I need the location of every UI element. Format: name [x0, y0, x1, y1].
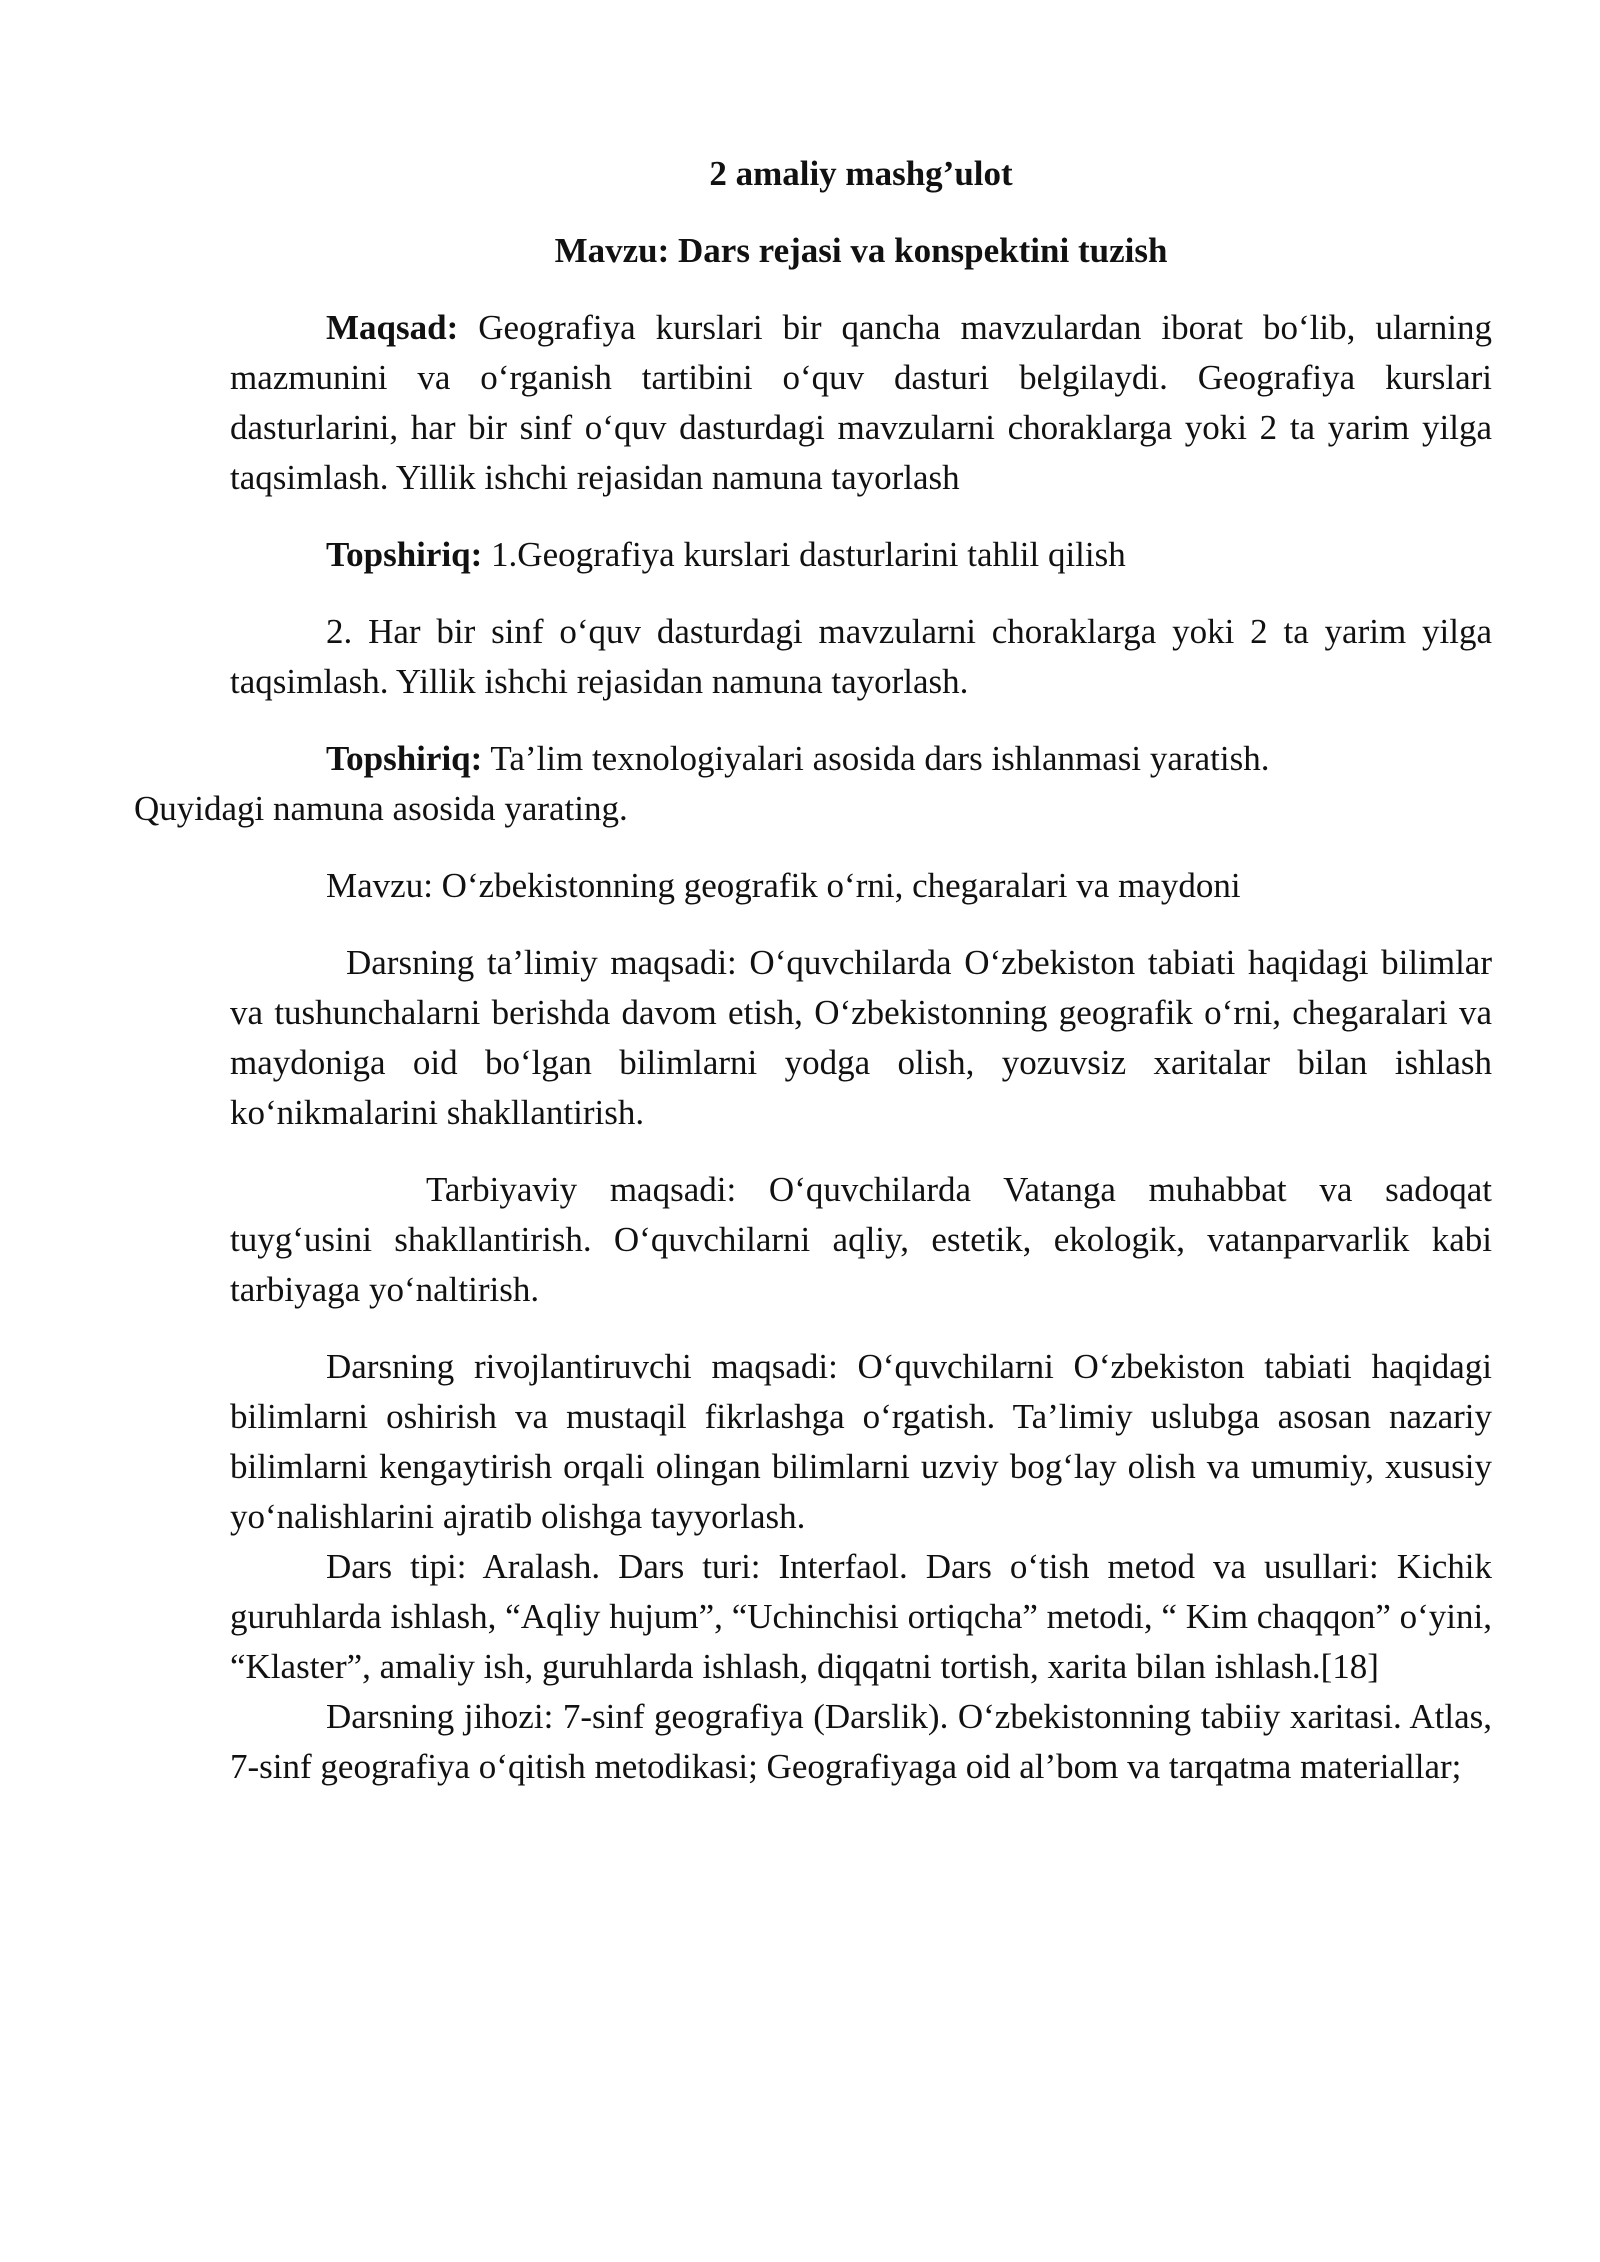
document-subtitle: Mavzu: Dars rejasi va konspektini tuzish [554, 231, 1168, 270]
topshiriq-2-line2: Quyidagi namuna asosida yarating. [134, 789, 628, 828]
topshiriq-1-label: Topshiriq: [326, 535, 483, 574]
topshiriq-2-paragraph [134, 734, 1492, 834]
mavzu-paragraph: Mavzu: O‘zbekistonning geografik o‘rni, chegaralari va maydoni [326, 866, 1241, 905]
darsning-jihozi-paragraph: Darsning jihozi: 7-sinf geografiya (Darslik). O‘zbekistonning tabiiy xaritasi. Atlas, 7-sinf geografiya o‘qitish metodikasi; Geografiyaga oid al’bom va tarqatma materiallar; [230, 1697, 1492, 1786]
topshiriq-2-label: Topshiriq: [326, 739, 483, 778]
document-title: 2 amaliy mashg’ulot [709, 154, 1013, 193]
topshiriq-1-paragraph [230, 530, 1492, 580]
tarbiyaviy-maqsad-paragraph: Tarbiyaviy maqsadi: O‘quvchilarda Vatanga muhabbat va sadoqat tuyg‘usini shakllantirish. O‘quvchilarni aqliy, estetik, ekologik, vatanparvarlik kabi tarbiyaga yo‘naltirish. [230, 1170, 1492, 1309]
maqsad-text: Geografiya kurslari bir qancha mavzulardan iborat bo‘lib, ularning mazmunini va o‘rganish tartibini o‘quv dasturi belgilaydi. Geografiya kurslari dasturlarini, har bir sinf o‘quv dasturdagi mavzularni choraklarga yoki 2 ta yarim yilga taqsimlash. Yillik ishchi rejasidan namuna tayorlash [230, 308, 1492, 497]
maqsad-label: Maqsad: [326, 308, 459, 347]
rivojlantiruvchi-maqsad-paragraph: Darsning rivojlantiruvchi maqsadi: O‘quvchilarni O‘zbekiston tabiati haqidagi bilimlarni oshirish va mustaqil fikrlashga o‘rgatish. Ta’limiy uslubga asosan nazariy bilimlarni kengaytirish orqali olingan bilimlarni uzviy bog‘lay olish va umumiy, xususiy yo‘nalishlarini ajratib olishga tayyorlash. [230, 1347, 1492, 1536]
talimiy-maqsad-paragraph: Darsning ta’limiy maqsadi: O‘quvchilarda O‘zbekiston tabiati haqidagi bilimlar va tushunchalarni berishda davom etish, O‘zbekistonning geografik o‘rni, chegaralari va maydoniga oid bo‘lgan bilimlarni yodga olish, yozuvsiz xaritalar bilan ishlash ko‘nikmalarini shakllantirish. [230, 943, 1492, 1132]
maqsad-paragraph [230, 303, 1492, 503]
topshiriq-1-text: 1.Geografiya kurslari dasturlarini tahlil qilish [482, 535, 1126, 574]
document-content [134, 149, 1492, 1792]
dars-tipi-paragraph: Dars tipi: Aralash. Dars turi: Interfaol. Dars o‘tish metod va usullari: Kichik guruhlarda ishlash, “Aqliy hujum”, “Uchinchisi ortiqcha” metodi, “ Kim chaqqon” o‘yini, “Klaster”, amaliy ish, guruhlarda ishlash, diqqatni tortish, xarita bilan ishlash.[18] [230, 1547, 1492, 1686]
item-2-paragraph: 2. Har bir sinf o‘quv dasturdagi mavzularni choraklarga yoki 2 ta yarim yilga taqsimlash. Yillik ishchi rejasidan namuna tayorlash. [230, 612, 1492, 701]
topshiriq-2-text: Ta’lim texnologiyalari asosida dars ishlanmasi yaratish. [482, 739, 1270, 778]
